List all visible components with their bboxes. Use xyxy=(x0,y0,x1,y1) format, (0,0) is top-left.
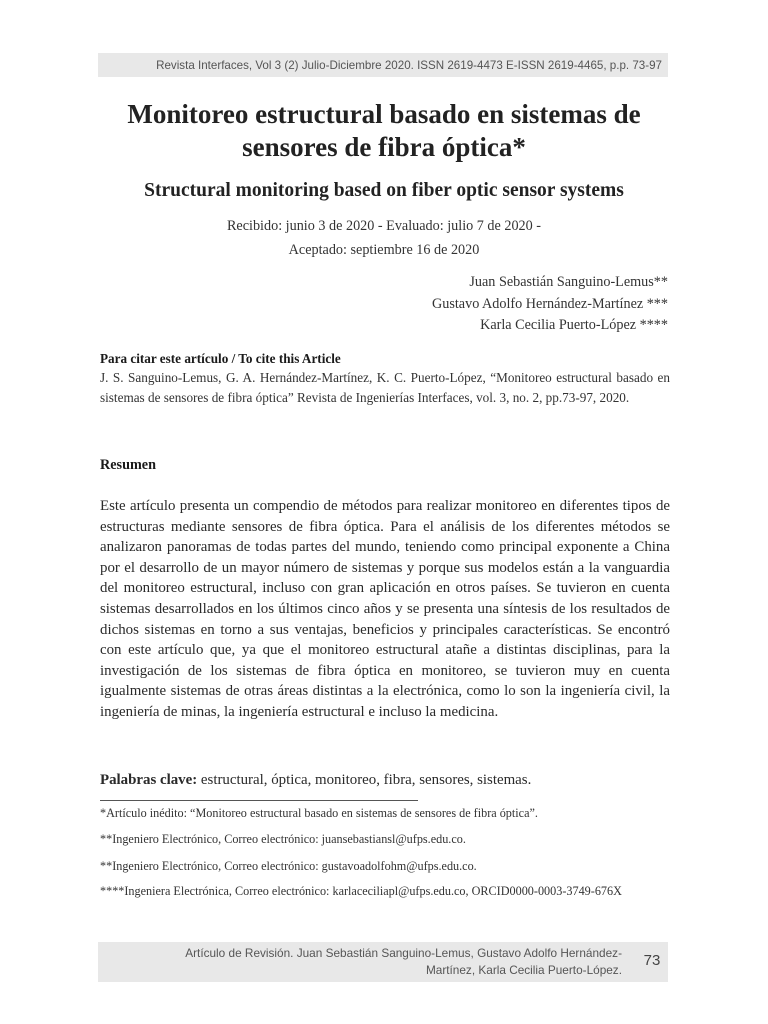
dates-line-1: Recibido: junio 3 de 2020 - Evaluado: julio 7 de 2020 - xyxy=(226,218,542,234)
dates-line-2: Aceptado: septiembre 16 de 2020 xyxy=(288,242,480,258)
publication-dates xyxy=(150,214,618,262)
author-2: Gustavo Adolfo Hernández-Martínez *** xyxy=(432,295,668,312)
footer-line-1: Artículo de Revisión. Juan Sebastián Sanguino-Lemus, Gustavo Adolfo Hernández- xyxy=(185,946,622,960)
journal-header xyxy=(98,53,668,77)
footnote-3: **Ingeniero Electrónico, Correo electrónico: gustavoadolfohm@ufps.edu.co. xyxy=(100,859,477,873)
abstract-body: Este artículo presenta un compendio de métodos para realizar monitoreo en diferentes tipos de estructuras mediante sensores de fibra óptica. Para el análisis de los diferentes métodos se analizaron panoramas de todas partes del mundo, teniendo como principal exponente a China por el desarrollo de un mayor número de sistemas y porque sus modelos están a la vanguardia del monitoreo estructural, incluso con gran aplicación en otros países. Se tuvieron en cuenta sistemas desarrollados en los últimos cinco años y se presenta una síntesis de los resultados de dichos sistemas en torno a sus ventajas, beneficios y principales características. Se encontró con este artículo que, ya que el monitoreo estructural atañe a distintas disciplinas, para la investigación de los sistemas de fibra óptica en monitoreo, se tuvieron muy en cuenta igualmente sistemas de otras áreas distintas a la electrónica, como lo son la ingeniería civil, la ingeniería de minas, la ingeniería estructural e incluso la medicina. xyxy=(100,498,670,720)
author-3: Karla Cecilia Puerto-López **** xyxy=(480,317,668,333)
citation-text: J. S. Sanguino-Lemus, G. A. Hernández-Martínez, K. C. Puerto-López, “Monitoreo estructural basado en sistemas de sensores de fibra óptica” Revista de Ingenierías Interfaces, vol. 3, no. 2, pp.73-97, 2020. xyxy=(100,370,670,405)
page-number: 73 xyxy=(643,952,661,969)
footnote-2: **Ingeniero Electrónico, Correo electrónico: juansebastiansl@ufps.edu.co. xyxy=(100,832,466,846)
article-title-spanish: Monitoreo estructural basado en sistemas de sensores de fibra óptica* xyxy=(127,99,641,162)
keywords-label: Palabras clave: xyxy=(100,772,198,788)
journal-citation-line: Revista Interfaces, Vol 3 (2) Julio-Diciembre 2020. ISSN 2619-4473 E-ISSN 2619-4465, p.p. 73-97 xyxy=(156,58,662,72)
citation-heading: Para citar este artículo / To cite this Article xyxy=(100,351,341,366)
abstract-heading: Resumen xyxy=(100,457,156,473)
footer-line-2: Martínez, Karla Cecilia Puerto-López. xyxy=(425,963,622,977)
footnote-4: ****Ingeniera Electrónica, Correo electrónico: karlaceciliapl@ufps.edu.co, ORCID0000-0003-3749-676X xyxy=(100,884,622,898)
keywords-list: estructural, óptica, monitoreo, fibra, sensores, sistemas. xyxy=(197,772,532,788)
footer-credit xyxy=(130,945,622,979)
article-title-english: Structural monitoring based on fiber optic sensor systems xyxy=(144,180,624,201)
footnote-1: *Artículo inédito: “Monitoreo estructural basado en sistemas de sensores de fibra óptica”. xyxy=(100,806,538,820)
author-1: Juan Sebastián Sanguino-Lemus** xyxy=(469,274,668,290)
footnote-divider xyxy=(100,800,418,801)
keywords xyxy=(100,770,670,790)
author-list xyxy=(432,272,668,337)
